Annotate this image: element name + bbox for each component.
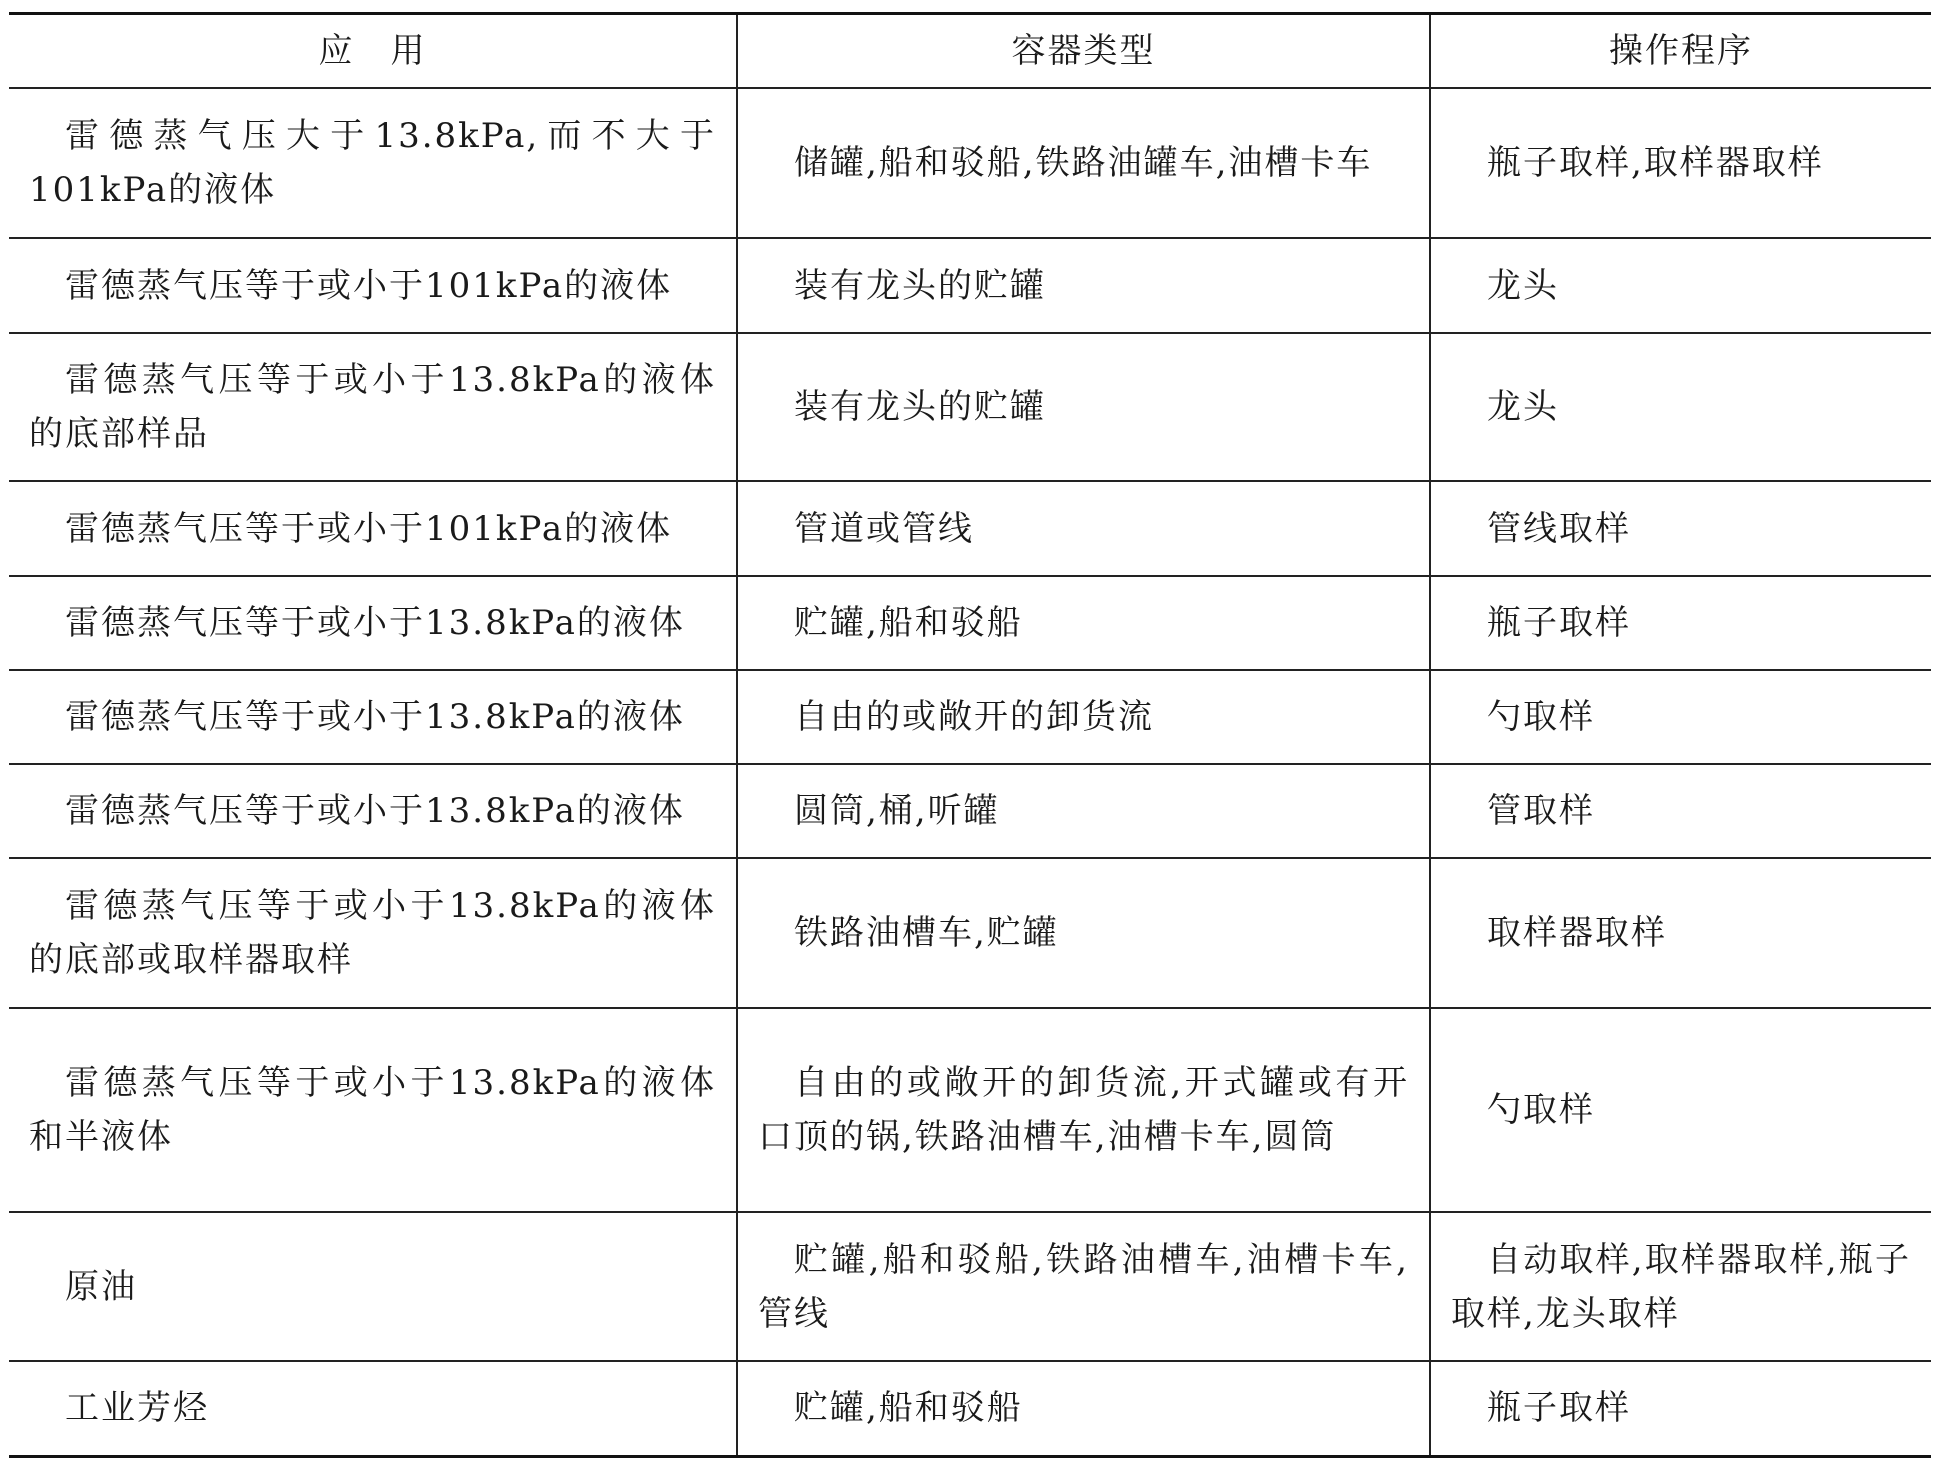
procedure-cell xyxy=(1430,238,1931,333)
application-text: 工业芳烃 xyxy=(65,1388,209,1429)
procedure-text: 瓶子取样 xyxy=(1487,603,1631,643)
application-cell xyxy=(9,238,737,333)
application-text: 雷德蒸气压等于或小于101kPa的液体 xyxy=(65,508,673,549)
procedure-cell xyxy=(1430,88,1931,238)
procedure-cell xyxy=(1430,1212,1931,1361)
container-type-text: 装有龙头的贮罐 xyxy=(794,265,1046,306)
procedure-cell xyxy=(1430,858,1931,1008)
application-cell xyxy=(9,1361,737,1456)
application-text: 雷德蒸气压等于或小于13.8kPa的液体的底部样品 xyxy=(29,360,716,454)
sampling-procedure-table xyxy=(9,12,1931,1458)
container-type-text: 管道或管线 xyxy=(794,508,974,549)
container-type-cell xyxy=(737,1212,1430,1361)
container-type-text: 贮罐,船和驳船 xyxy=(794,603,1023,643)
container-type-cell xyxy=(737,576,1430,670)
container-type-text: 自由的或敞开的卸货流,开式罐或有开口顶的锅,铁路油槽车,油槽卡车,圆筒 xyxy=(758,1063,1409,1157)
container-type-text: 贮罐,船和驳船,铁路油槽车,油槽卡车,管线 xyxy=(758,1239,1409,1334)
procedure-cell xyxy=(1430,1361,1931,1456)
table-row xyxy=(9,1361,1931,1456)
procedure-cell xyxy=(1430,481,1931,576)
container-type-text: 贮罐,船和驳船 xyxy=(794,1388,1023,1429)
procedure-cell xyxy=(1430,576,1931,670)
application-cell xyxy=(9,670,737,764)
procedure-cell xyxy=(1430,670,1931,764)
container-type-cell xyxy=(737,670,1430,764)
table-row xyxy=(9,238,1931,333)
application-text: 雷德蒸气压等于或小于13.8kPa的液体 xyxy=(65,791,685,831)
procedure-text: 勺取样 xyxy=(1487,697,1595,737)
procedure-text: 勺取样 xyxy=(1487,1090,1595,1130)
header-procedure: 操作程序 xyxy=(1430,14,1931,89)
container-type-cell xyxy=(737,333,1430,481)
procedure-text: 自动取样,取样器取样,瓶子取样,龙头取样 xyxy=(1451,1239,1911,1334)
table-row xyxy=(9,764,1931,858)
container-type-cell xyxy=(737,1361,1430,1456)
container-type-cell xyxy=(737,858,1430,1008)
header-application: 应 用 xyxy=(9,14,737,89)
application-text: 雷德蒸气压等于或小于13.8kPa的液体 xyxy=(65,697,685,737)
procedure-cell xyxy=(1430,1008,1931,1212)
table-row xyxy=(9,481,1931,576)
container-type-text: 自由的或敞开的卸货流 xyxy=(794,697,1154,737)
table-header-row xyxy=(9,14,1931,89)
container-type-text: 储罐,船和驳船,铁路油罐车,油槽卡车 xyxy=(794,143,1373,183)
header-container-type: 容器类型 xyxy=(737,14,1430,89)
application-text: 雷德蒸气压等于或小于13.8kPa的液体和半液体 xyxy=(29,1063,716,1157)
application-text: 雷德蒸气压大于13.8kPa,而不大于101kPa的液体 xyxy=(29,116,716,210)
container-type-cell xyxy=(737,481,1430,576)
application-cell xyxy=(9,858,737,1008)
table-row xyxy=(9,576,1931,670)
table-row xyxy=(9,333,1931,481)
table-row xyxy=(9,1212,1931,1361)
procedure-text: 瓶子取样 xyxy=(1487,1388,1631,1429)
procedure-text: 取样器取样 xyxy=(1487,913,1667,953)
procedure-text: 管取样 xyxy=(1487,791,1595,831)
application-text: 雷德蒸气压等于或小于13.8kPa的液体的底部或取样器取样 xyxy=(29,886,716,980)
container-type-text: 铁路油槽车,贮罐 xyxy=(794,913,1059,953)
procedure-text: 管线取样 xyxy=(1487,508,1631,549)
application-text: 雷德蒸气压等于或小于101kPa的液体 xyxy=(65,265,673,306)
table-row xyxy=(9,858,1931,1008)
application-cell xyxy=(9,1212,737,1361)
container-type-cell xyxy=(737,1008,1430,1212)
container-type-text: 装有龙头的贮罐 xyxy=(794,387,1046,427)
container-type-cell xyxy=(737,238,1430,333)
application-cell xyxy=(9,576,737,670)
table-row xyxy=(9,1008,1931,1212)
container-type-text: 圆筒,桶,听罐 xyxy=(794,791,1000,831)
application-text: 雷德蒸气压等于或小于13.8kPa的液体 xyxy=(65,603,685,643)
application-cell xyxy=(9,481,737,576)
sampling-table-container xyxy=(9,12,1931,1458)
procedure-cell xyxy=(1430,333,1931,481)
application-cell xyxy=(9,333,737,481)
procedure-text: 瓶子取样,取样器取样 xyxy=(1487,143,1824,183)
application-cell xyxy=(9,88,737,238)
application-cell xyxy=(9,764,737,858)
container-type-cell xyxy=(737,88,1430,238)
table-row xyxy=(9,670,1931,764)
procedure-text: 龙头 xyxy=(1487,387,1559,427)
procedure-cell xyxy=(1430,764,1931,858)
application-text: 原油 xyxy=(65,1266,137,1307)
procedure-text: 龙头 xyxy=(1487,265,1559,306)
container-type-cell xyxy=(737,764,1430,858)
application-cell xyxy=(9,1008,737,1212)
table-row xyxy=(9,88,1931,238)
